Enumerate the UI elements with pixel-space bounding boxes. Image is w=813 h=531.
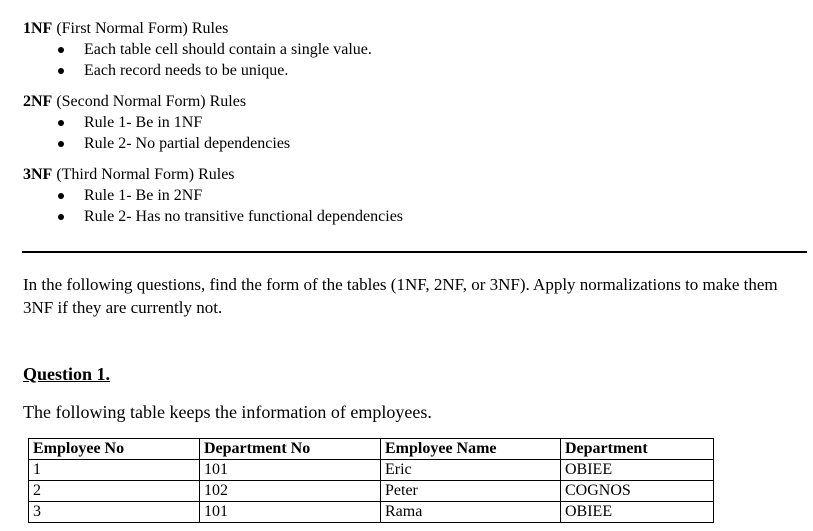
table-cell: Eric — [381, 460, 561, 481]
list-item — [23, 133, 290, 154]
column-header-department: Department — [561, 439, 714, 460]
list-item — [23, 185, 403, 206]
question-title: Question 1. — [23, 364, 111, 384]
section-heading — [23, 92, 290, 112]
list-item — [23, 60, 372, 81]
heading-abbr: 2NF — [23, 93, 53, 110]
heading-text: (Third Normal Form) Rules — [52, 166, 235, 183]
column-header-employee-no: Employee No — [29, 439, 200, 460]
bullet-icon — [58, 68, 64, 74]
heading-abbr: 3NF — [23, 166, 53, 183]
list-item — [23, 39, 372, 60]
rule-text: Each table cell should contain a single value. — [84, 41, 372, 58]
bullet-icon — [58, 193, 64, 199]
rule-text: Rule 2- Has no transitive functional dependencies — [84, 208, 404, 225]
table-header-row — [29, 439, 714, 460]
bullet-icon — [58, 47, 64, 53]
rule-text: Each record needs to be unique. — [84, 62, 289, 79]
table-cell: 1 — [29, 460, 200, 481]
table-cell: Rama — [381, 502, 561, 523]
table-row — [29, 481, 714, 502]
heading-text: (First Normal Form) Rules — [52, 20, 229, 37]
table-cell: 2 — [29, 481, 200, 502]
section-heading — [23, 165, 403, 185]
section-3nf — [23, 165, 403, 227]
section-heading — [23, 19, 372, 39]
section-2nf — [23, 92, 290, 154]
table-cell: OBIEE — [561, 460, 714, 481]
horizontal-divider — [22, 251, 807, 253]
bullet-icon — [58, 141, 64, 147]
question-description: The following table keeps the information of employees. — [23, 402, 432, 422]
rule-text: Rule 1- Be in 1NF — [84, 114, 203, 131]
heading-text: (Second Normal Form) Rules — [52, 93, 247, 110]
instructions-paragraph: In the following questions, find the form of the tables (1NF, 2NF, or 3NF). Apply normalizations to make them 3NF if they are currently not. — [23, 275, 778, 317]
heading-abbr: 1NF — [23, 20, 53, 37]
section-1nf — [23, 19, 372, 81]
table-cell: COGNOS — [561, 481, 714, 502]
bullet-icon — [58, 120, 64, 126]
rule-list — [23, 39, 372, 81]
table-cell: 3 — [29, 502, 200, 523]
rule-list — [23, 112, 290, 154]
table-cell: Peter — [381, 481, 561, 502]
column-header-department-no: Department No — [200, 439, 381, 460]
bullet-icon — [58, 214, 64, 220]
list-item — [23, 112, 290, 133]
rule-text: Rule 1- Be in 2NF — [84, 187, 203, 204]
employee-table — [28, 438, 714, 523]
table-row — [29, 460, 714, 481]
list-item — [23, 206, 403, 227]
rule-list — [23, 185, 403, 227]
table-cell: OBIEE — [561, 502, 714, 523]
column-header-employee-name: Employee Name — [381, 439, 561, 460]
table-cell: 101 — [200, 460, 381, 481]
rule-text: Rule 2- No partial dependencies — [84, 135, 291, 152]
table-cell: 102 — [200, 481, 381, 502]
table-cell: 101 — [200, 502, 381, 523]
table-row — [29, 502, 714, 523]
